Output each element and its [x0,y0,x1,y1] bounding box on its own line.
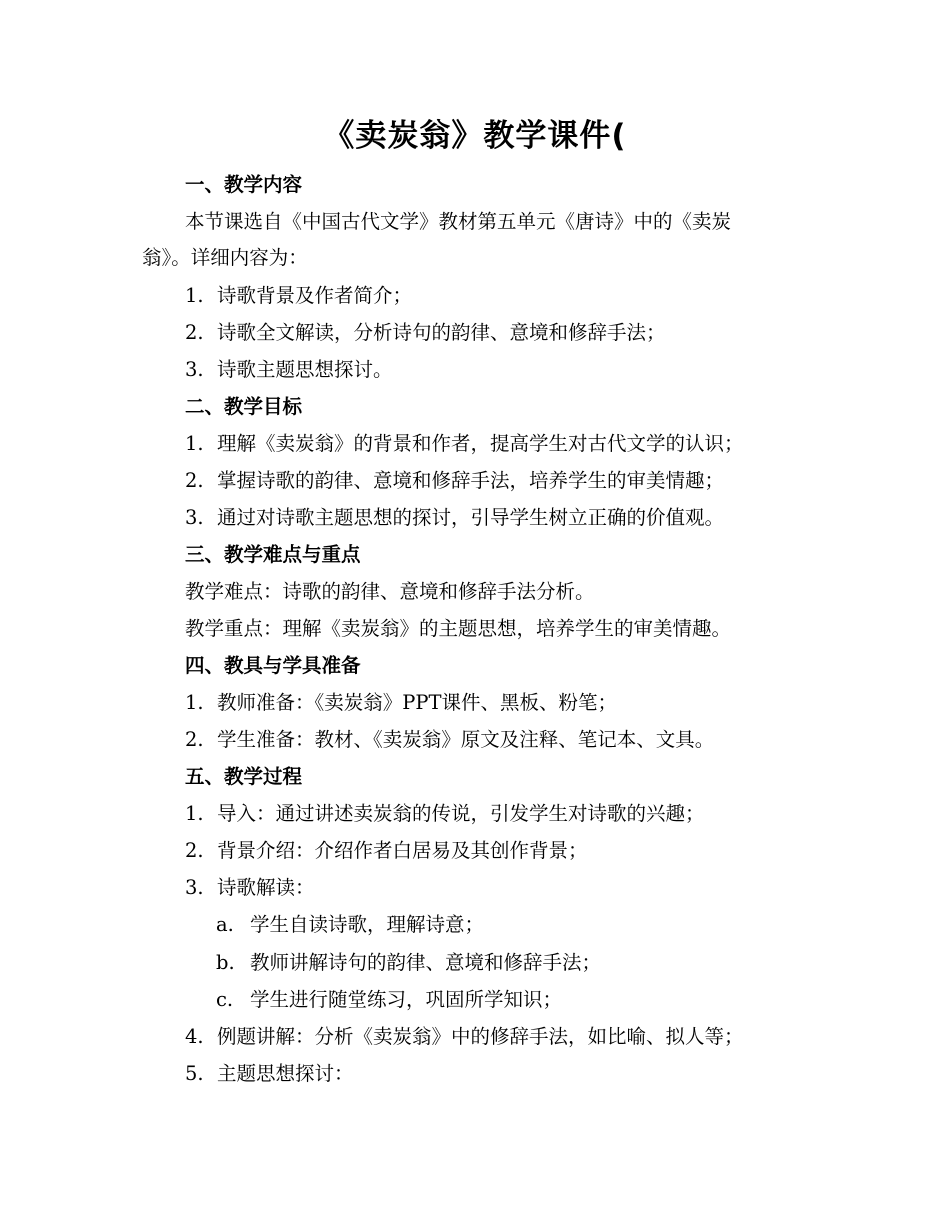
list-item-number: 2. [185,728,204,751]
section-heading-difficulty-key: 三、教学难点与重点 [185,543,361,566]
list-item-number: 4. [185,1025,204,1048]
list-item [185,688,617,718]
list-item-number: 1. [185,691,204,714]
sub-list-item-text: 教师讲解诗句的韵律、意境和修辞手法； [250,951,602,974]
list-item-text: 主题思想探讨： [217,1062,354,1085]
list-item-number: 2. [185,469,204,492]
list-item-text: 教师准备：《卖炭翁》PPT课件、黑板、粉笔； [217,691,617,714]
list-item-number: 3. [185,506,204,529]
list-item-text: 导入：通过讲述卖炭翁的传说，引发学生对诗歌的兴趣； [217,802,705,825]
list-item-number: 3. [185,358,204,381]
sub-list-item-letter: c. [216,988,234,1011]
list-item-number: 2. [185,839,204,862]
list-item [185,355,393,385]
list-item-number: 1. [185,432,204,455]
sub-list-item-text: 学生自读诗歌，理解诗意； [250,913,485,936]
list-item-text: 诗歌解读： [217,876,315,899]
list-item-number: 1. [185,284,204,307]
list-item-number: 3. [185,876,204,899]
paragraph-line: 翁》。详细内容为： [142,246,308,269]
list-item-text: 学生准备：教材、《卖炭翁》原文及注释、笔记本、文具。 [217,728,715,751]
list-item-number: 1. [185,802,204,825]
list-item [185,281,412,311]
sub-list-item [216,948,601,978]
difficulty-text: 教学难点：诗歌的韵律、意境和修辞手法分析。 [185,580,595,603]
document-title: 《卖炭翁》教学课件( [323,118,627,154]
list-item-text: 背景介绍：介绍作者白居易及其创作背景； [217,839,588,862]
list-item-number: 2. [185,321,204,344]
section-heading-materials: 四、教具与学具准备 [185,654,361,677]
list-item-text: 例题讲解：分析《卖炭翁》中的修辞手法，如比喻、拟人等； [217,1025,744,1048]
sub-list-item [216,985,562,1015]
list-item [185,466,724,496]
list-item-text: 掌握诗歌的韵律、意境和修辞手法，培养学生的审美情趣； [217,469,725,492]
list-item [185,503,724,533]
section-heading-objectives: 二、教学目标 [185,395,303,418]
sub-list-item-letter: b. [216,951,235,974]
key-point-text: 教学重点：理解《卖炭翁》的主题思想，培养学生的审美情趣。 [185,617,732,640]
list-item-text: 理解《卖炭翁》的背景和作者，提高学生对古代文学的认识； [217,432,744,455]
list-item-text: 诗歌全文解读，分析诗句的韵律、意境和修辞手法； [217,321,666,344]
list-item [185,1059,354,1089]
list-item-number: 5. [185,1062,204,1085]
section-heading-process: 五、教学过程 [185,765,303,788]
list-item [185,1022,744,1052]
sub-list-item-letter: a. [216,913,234,936]
list-item [185,725,714,755]
list-item-text: 通过对诗歌主题思想的探讨，引导学生树立正确的价值观。 [217,506,725,529]
sub-list-item-text: 学生进行随堂练习，巩固所学知识； [250,988,563,1011]
section-heading-content: 一、教学内容 [185,173,303,196]
list-item [185,873,315,903]
list-item [185,318,666,348]
list-item-text: 诗歌主题思想探讨。 [217,358,393,381]
paragraph-line: 本节课选自《中国古代文学》教材第五单元《唐诗》中的《卖炭 [185,210,732,233]
list-item [185,429,744,459]
list-item [185,799,705,829]
list-item-text: 诗歌背景及作者简介； [217,284,413,307]
sub-list-item [216,910,484,940]
list-item [185,836,588,866]
